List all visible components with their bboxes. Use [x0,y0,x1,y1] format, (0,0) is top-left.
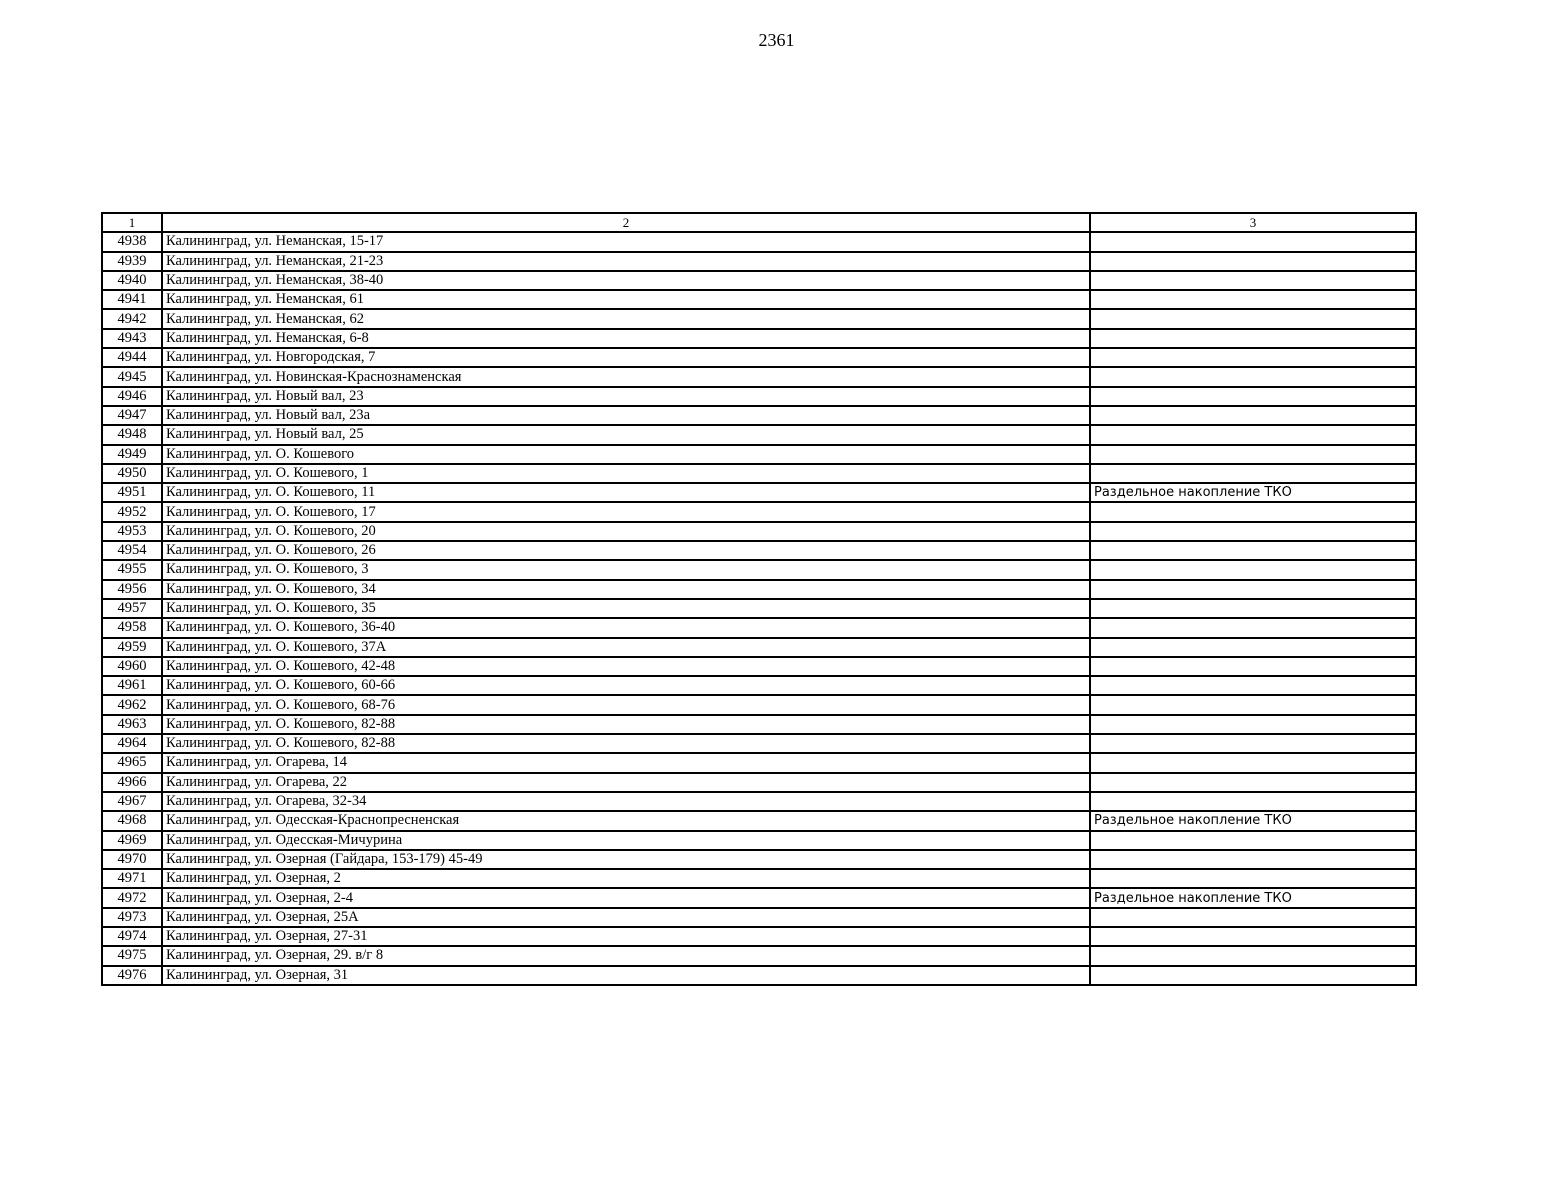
address-cell: Калининград, ул. О. Кошевого, 3 [162,560,1090,579]
row-number-cell: 4958 [102,618,162,637]
table-row [102,618,1416,637]
table-row [102,348,1416,367]
address-cell: Калининград, ул. О. Кошевого, 82-88 [162,715,1090,734]
row-number-cell: 4967 [102,792,162,811]
row-number-cell: 4950 [102,464,162,483]
table-row [102,522,1416,541]
table-row [102,695,1416,714]
row-number-cell: 4955 [102,560,162,579]
address-cell: Калининград, ул. Неманская, 61 [162,290,1090,309]
column-header-1: 1 [102,213,162,232]
note-cell: Раздельное накопление ТКО [1090,888,1416,907]
row-number-cell: 4961 [102,676,162,695]
note-cell [1090,329,1416,348]
address-cell: Калининград, ул. Неманская, 6-8 [162,329,1090,348]
note-cell [1090,580,1416,599]
column-header-3: 3 [1090,213,1416,232]
address-cell: Калининград, ул. Неманская, 62 [162,309,1090,328]
row-number-cell: 4957 [102,599,162,618]
page-number: 2361 [758,30,795,50]
row-number-cell: 4959 [102,638,162,657]
note-cell [1090,966,1416,985]
note-cell [1090,271,1416,290]
table-row [102,638,1416,657]
table-row [102,792,1416,811]
row-number-cell: 4954 [102,541,162,560]
address-cell: Калининград, ул. Озерная, 2-4 [162,888,1090,907]
row-number-cell: 4976 [102,966,162,985]
note-cell [1090,348,1416,367]
address-cell: Калининград, ул. Огарева, 14 [162,753,1090,772]
note-cell [1090,309,1416,328]
address-cell: Калининград, ул. О. Кошевого, 20 [162,522,1090,541]
row-number-cell: 4942 [102,309,162,328]
note-cell [1090,715,1416,734]
row-number-cell: 4949 [102,445,162,464]
note-cell [1090,502,1416,521]
note-cell [1090,560,1416,579]
note-cell [1090,831,1416,850]
address-cell: Калининград, ул. Озерная, 25А [162,908,1090,927]
note-cell [1090,908,1416,927]
note-cell [1090,753,1416,772]
row-number-cell: 4938 [102,232,162,251]
row-number-cell: 4968 [102,811,162,830]
note-cell [1090,367,1416,386]
row-number-cell: 4939 [102,252,162,271]
note-cell: Раздельное накопление ТКО [1090,811,1416,830]
address-cell: Калининград, ул. О. Кошевого, 34 [162,580,1090,599]
note-cell [1090,946,1416,965]
address-cell: Калининград, ул. Озерная, 29. в/г 8 [162,946,1090,965]
row-number-cell: 4962 [102,695,162,714]
address-cell: Калининград, ул. О. Кошевого, 1 [162,464,1090,483]
table-row [102,252,1416,271]
note-cell [1090,425,1416,444]
address-cell: Калининград, ул. Огарева, 22 [162,773,1090,792]
row-number-cell: 4963 [102,715,162,734]
address-cell: Калининград, ул. Озерная, 27-31 [162,927,1090,946]
address-cell: Калининград, ул. О. Кошевого, 26 [162,541,1090,560]
row-number-cell: 4956 [102,580,162,599]
note-cell [1090,850,1416,869]
table-row [102,908,1416,927]
row-number-cell: 4974 [102,927,162,946]
row-number-cell: 4943 [102,329,162,348]
table-row [102,831,1416,850]
note-cell [1090,445,1416,464]
table-row [102,445,1416,464]
row-number-cell: 4960 [102,657,162,676]
row-number-cell: 4965 [102,753,162,772]
table-row [102,425,1416,444]
table-row [102,811,1416,830]
row-number-cell: 4972 [102,888,162,907]
table-row [102,773,1416,792]
row-number-cell: 4941 [102,290,162,309]
row-number-cell: 4947 [102,406,162,425]
address-cell: Калининград, ул. Новый вал, 23 [162,387,1090,406]
table-row [102,869,1416,888]
note-cell [1090,618,1416,637]
table-row [102,580,1416,599]
address-cell: Калининград, ул. Огарева, 32-34 [162,792,1090,811]
note-cell [1090,464,1416,483]
table-row [102,502,1416,521]
address-cell: Калининград, ул. Одесская-Мичурина [162,831,1090,850]
note-cell [1090,599,1416,618]
address-cell: Калининград, ул. О. Кошевого, 82-88 [162,734,1090,753]
row-number-cell: 4948 [102,425,162,444]
registry-table [101,212,1417,986]
table-row [102,966,1416,985]
row-number-cell: 4945 [102,367,162,386]
address-cell: Калининград, ул. О. Кошевого, 60-66 [162,676,1090,695]
row-number-cell: 4953 [102,522,162,541]
address-cell: Калининград, ул. О. Кошевого, 36-40 [162,618,1090,637]
row-number-cell: 4952 [102,502,162,521]
table-row [102,850,1416,869]
note-cell [1090,387,1416,406]
table-row [102,657,1416,676]
row-number-cell: 4973 [102,908,162,927]
row-number-cell: 4944 [102,348,162,367]
column-header-2: 2 [162,213,1090,232]
table-row [102,676,1416,695]
address-cell: Калининград, ул. О. Кошевого [162,445,1090,464]
address-cell: Калининград, ул. О. Кошевого, 42-48 [162,657,1090,676]
row-number-cell: 4940 [102,271,162,290]
note-cell [1090,734,1416,753]
note-cell [1090,252,1416,271]
address-cell: Калининград, ул. Неманская, 15-17 [162,232,1090,251]
note-cell [1090,522,1416,541]
table-row [102,599,1416,618]
table-row [102,734,1416,753]
table-row [102,888,1416,907]
note-cell [1090,290,1416,309]
note-cell [1090,406,1416,425]
table-row [102,927,1416,946]
table-row [102,946,1416,965]
table-row [102,387,1416,406]
table-row [102,483,1416,502]
note-cell: Раздельное накопление ТКО [1090,483,1416,502]
address-cell: Калининград, ул. Неманская, 21-23 [162,252,1090,271]
row-number-cell: 4975 [102,946,162,965]
row-number-cell: 4971 [102,869,162,888]
table-row [102,329,1416,348]
table-row [102,464,1416,483]
address-cell: Калининград, ул. Новгородская, 7 [162,348,1090,367]
table-body [102,232,1416,985]
note-cell [1090,541,1416,560]
table-row [102,406,1416,425]
note-cell [1090,927,1416,946]
table-row [102,715,1416,734]
note-cell [1090,232,1416,251]
address-cell: Калининград, ул. Озерная, 31 [162,966,1090,985]
address-cell: Калининград, ул. Новый вал, 23а [162,406,1090,425]
note-cell [1090,695,1416,714]
row-number-cell: 4964 [102,734,162,753]
note-cell [1090,773,1416,792]
row-number-cell: 4951 [102,483,162,502]
row-number-cell: 4966 [102,773,162,792]
address-cell: Калининград, ул. О. Кошевого, 68-76 [162,695,1090,714]
table-row [102,309,1416,328]
table-row [102,541,1416,560]
address-cell: Калининград, ул. Одесская-Краснопресненская [162,811,1090,830]
row-number-cell: 4946 [102,387,162,406]
address-cell: Калининград, ул. О. Кошевого, 11 [162,483,1090,502]
row-number-cell: 4970 [102,850,162,869]
note-cell [1090,657,1416,676]
row-number-cell: 4969 [102,831,162,850]
table-row [102,271,1416,290]
table-header-row [102,213,1416,232]
address-cell: Калининград, ул. О. Кошевого, 35 [162,599,1090,618]
note-cell [1090,792,1416,811]
table-row [102,232,1416,251]
address-cell: Калининград, ул. О. Кошевого, 37А [162,638,1090,657]
table-row [102,753,1416,772]
table-row [102,560,1416,579]
address-cell: Калининград, ул. Новинская-Краснознаменская [162,367,1090,386]
table-row [102,367,1416,386]
note-cell [1090,869,1416,888]
table-row [102,290,1416,309]
address-cell: Калининград, ул. Озерная (Гайдара, 153-179) 45-49 [162,850,1090,869]
note-cell [1090,638,1416,657]
note-cell [1090,676,1416,695]
address-cell: Калининград, ул. Озерная, 2 [162,869,1090,888]
address-cell: Калининград, ул. О. Кошевого, 17 [162,502,1090,521]
address-cell: Калининград, ул. Новый вал, 25 [162,425,1090,444]
address-cell: Калининград, ул. Неманская, 38-40 [162,271,1090,290]
